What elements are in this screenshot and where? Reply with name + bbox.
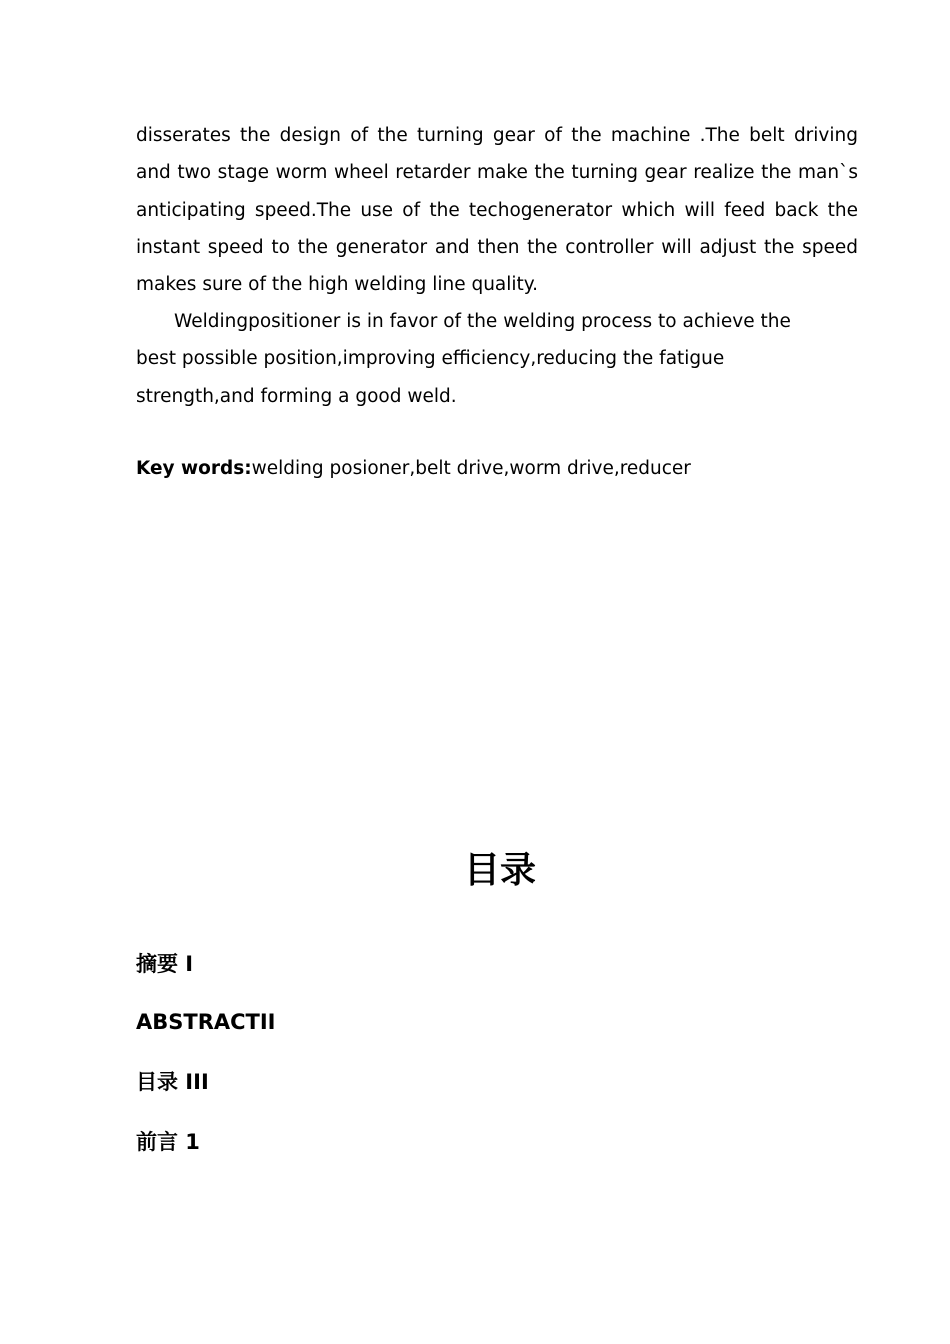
keywords-label: Key words: <box>136 458 252 479</box>
keywords-line <box>136 450 858 487</box>
toc-title: 目录 <box>463 849 536 891</box>
toc-entry-preface[interactable]: 前言 1 <box>136 1130 200 1154</box>
toc-entry-abstract-cn[interactable]: 摘要 I <box>136 952 194 976</box>
abstract-paragraph-indented: Weldingpositioner is in favor of the welding process to achieve the best possible position,improving efficiency,reducing the fatigue strength,and forming a good weld. <box>136 311 791 407</box>
keywords-value: welding posioner,belt drive,worm drive,reducer <box>251 458 691 479</box>
toc-entry-contents[interactable]: 目录 III <box>136 1070 209 1094</box>
toc-entry-abstract-en[interactable]: ABSTRACTII <box>136 1010 276 1034</box>
abstract-paragraph: disserates the design of the turning gear of the machine .The belt driving and two stage worm wheel retarder make the turning gear realize the man`s anticipating speed.The use of the techogenerator which will feed back the instant speed to the generator and then the controller will adjust the speed makes sure of the high welding line quality. <box>136 125 858 296</box>
